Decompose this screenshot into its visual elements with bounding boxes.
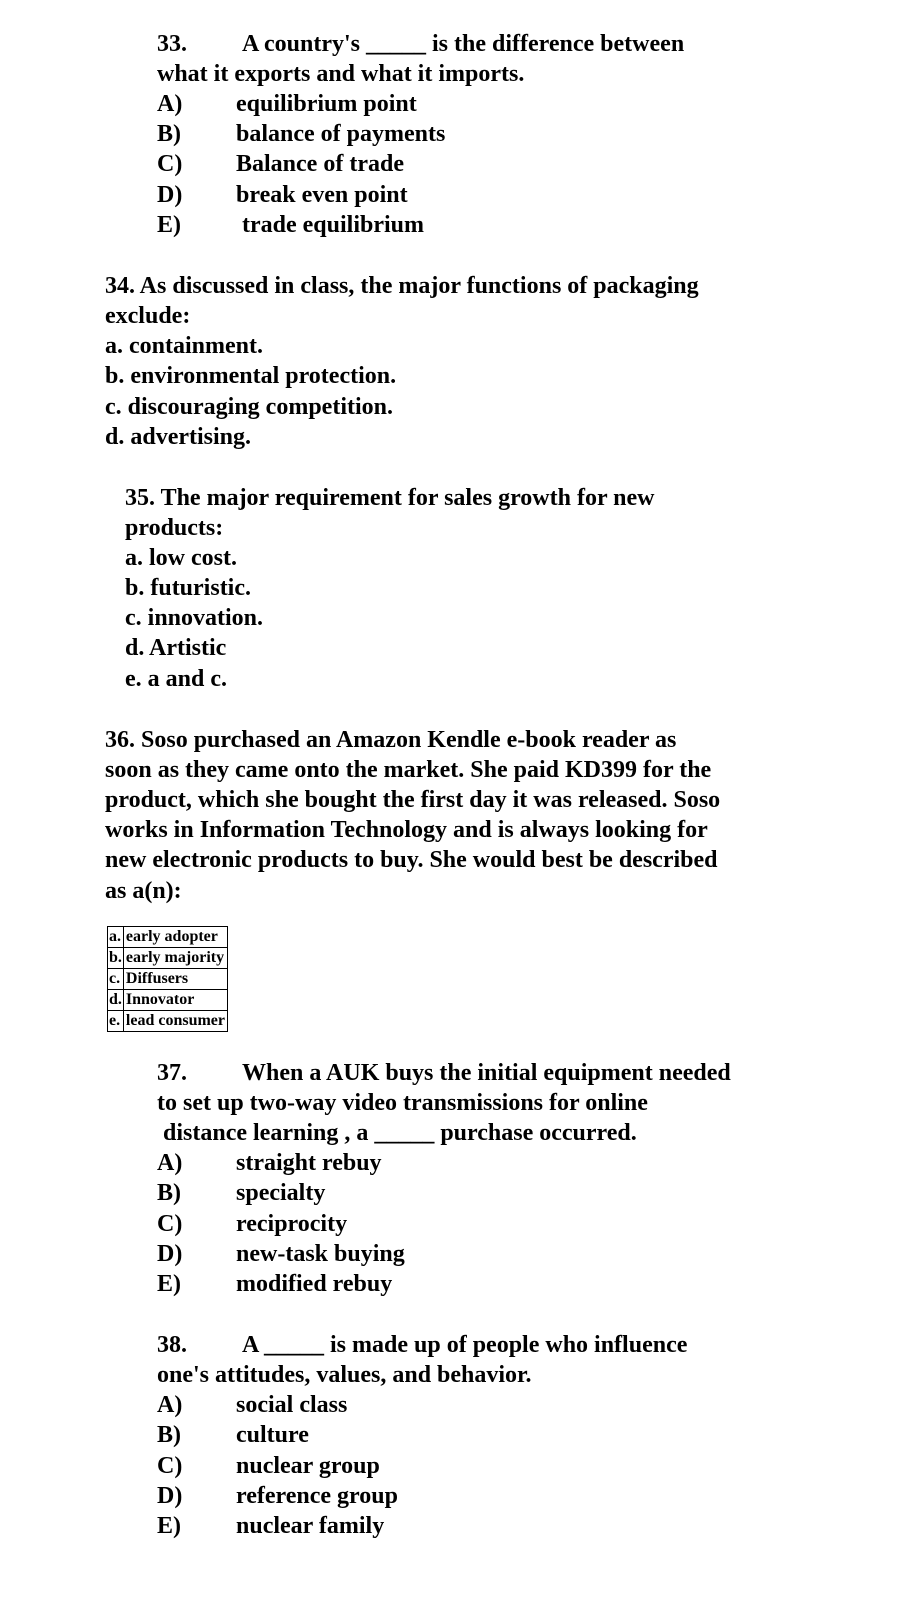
option-text: reference group bbox=[236, 1483, 398, 1509]
option-letter: D) bbox=[157, 182, 183, 208]
option-letter: a. bbox=[108, 927, 124, 948]
question-stem-line: distance learning , a _____ purchase occurred. bbox=[157, 1120, 637, 1146]
option-letter: D) bbox=[157, 1241, 183, 1267]
option-text: d. Artistic bbox=[125, 635, 227, 661]
option-letter: C) bbox=[157, 1453, 183, 1479]
question-stem-line: products: bbox=[125, 515, 224, 541]
option-text: reciprocity bbox=[236, 1211, 348, 1237]
option-text: e. a and c. bbox=[125, 666, 227, 692]
option-text: early adopter bbox=[123, 927, 227, 948]
option-text: early majority bbox=[123, 948, 227, 969]
option-letter: d. bbox=[108, 990, 124, 1011]
question-number: 33. bbox=[157, 31, 187, 57]
answer-choices-table bbox=[107, 926, 228, 1032]
table-row bbox=[108, 948, 228, 969]
question-stem-line: exclude: bbox=[105, 303, 191, 329]
question-stem-line: what it exports and what it imports. bbox=[157, 61, 525, 87]
table-row bbox=[108, 1011, 228, 1032]
question-stem-line: product, which she bought the first day it was released. Soso bbox=[105, 787, 721, 813]
option-letter: E) bbox=[157, 1271, 181, 1297]
option-letter: B) bbox=[157, 1422, 181, 1448]
question-number: 37. bbox=[157, 1060, 187, 1086]
option-text: c. discouraging competition. bbox=[105, 394, 393, 420]
option-letter: B) bbox=[157, 1180, 181, 1206]
option-text: modified rebuy bbox=[236, 1271, 393, 1297]
question-stem-line: A country's _____ is the difference between bbox=[242, 31, 685, 57]
option-letter: A) bbox=[157, 1392, 183, 1418]
question-stem-line: 34. As discussed in class, the major functions of packaging bbox=[105, 273, 699, 299]
option-letter: D) bbox=[157, 1483, 183, 1509]
option-text: new-task buying bbox=[236, 1241, 405, 1267]
question-number: 38. bbox=[157, 1332, 187, 1358]
option-letter: E) bbox=[157, 212, 181, 238]
option-letter: E) bbox=[157, 1513, 181, 1539]
question-stem-line: soon as they came onto the market. She paid KD399 for the bbox=[105, 757, 712, 783]
question-stem-line: 36. Soso purchased an Amazon Kendle e-book reader as bbox=[105, 727, 677, 753]
option-text: Balance of trade bbox=[236, 151, 404, 177]
question-stem-line: 35. The major requirement for sales growth for new bbox=[125, 485, 655, 511]
table-row bbox=[108, 990, 228, 1011]
option-letter: C) bbox=[157, 151, 183, 177]
question-stem-line: A _____ is made up of people who influence bbox=[242, 1332, 688, 1358]
option-text: lead consumer bbox=[123, 1011, 227, 1032]
option-text: social class bbox=[236, 1392, 348, 1418]
option-letter: b. bbox=[108, 948, 124, 969]
question-stem-line: as a(n): bbox=[105, 878, 182, 904]
question-stem-line: works in Information Technology and is always looking for bbox=[105, 817, 708, 843]
option-text: Innovator bbox=[123, 990, 227, 1011]
option-text: culture bbox=[236, 1422, 309, 1448]
option-text: c. innovation. bbox=[125, 605, 264, 631]
option-text: a. containment. bbox=[105, 333, 263, 359]
option-letter: A) bbox=[157, 91, 183, 117]
option-letter: C) bbox=[157, 1211, 183, 1237]
table-row bbox=[108, 927, 228, 948]
option-text: a. low cost. bbox=[125, 545, 237, 571]
option-text: d. advertising. bbox=[105, 424, 252, 450]
option-text: trade equilibrium bbox=[236, 212, 425, 238]
option-letter: e. bbox=[108, 1011, 124, 1032]
option-text: b. futuristic. bbox=[125, 575, 251, 601]
option-text: specialty bbox=[236, 1180, 326, 1206]
option-letter: B) bbox=[157, 121, 181, 147]
question-stem-line: one's attitudes, values, and behavior. bbox=[157, 1362, 532, 1388]
option-text: nuclear group bbox=[236, 1453, 380, 1479]
option-letter: c. bbox=[108, 969, 124, 990]
option-text: balance of payments bbox=[236, 121, 446, 147]
table-row bbox=[108, 969, 228, 990]
option-text: straight rebuy bbox=[236, 1150, 382, 1176]
question-stem-line: When a AUK buys the initial equipment needed bbox=[242, 1060, 731, 1086]
option-letter: A) bbox=[157, 1150, 183, 1176]
question-stem-line: to set up two-way video transmissions for online bbox=[157, 1090, 648, 1116]
option-text: Diffusers bbox=[123, 969, 227, 990]
question-stem-line: new electronic products to buy. She would best be described bbox=[105, 847, 718, 873]
option-text: b. environmental protection. bbox=[105, 363, 397, 389]
option-text: equilibrium point bbox=[236, 91, 417, 117]
option-text: nuclear family bbox=[236, 1513, 385, 1539]
option-text: break even point bbox=[236, 182, 408, 208]
